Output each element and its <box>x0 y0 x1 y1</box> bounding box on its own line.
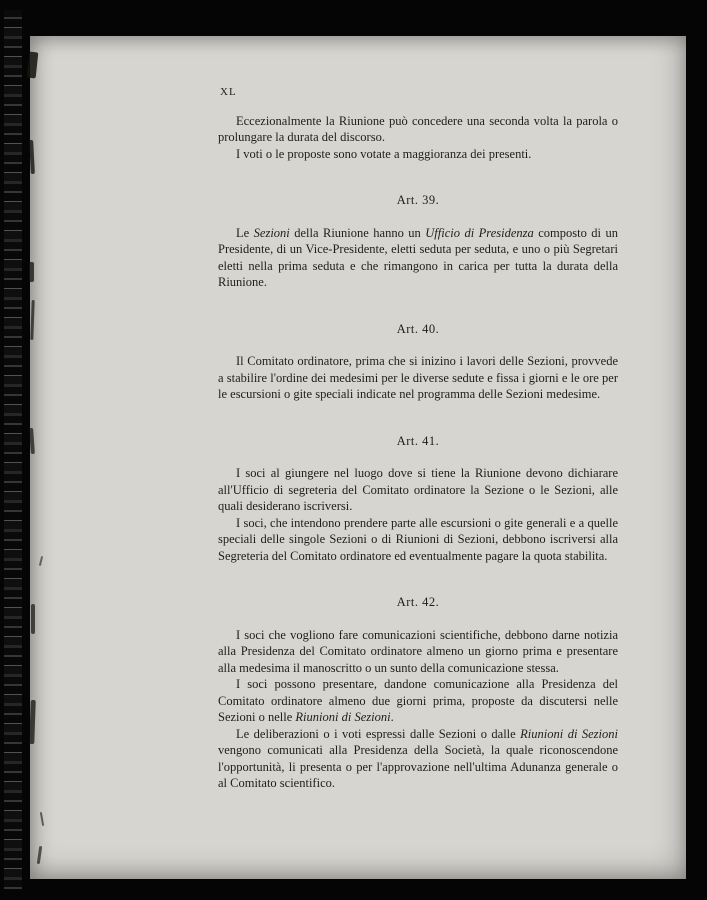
content-blocks <box>218 113 618 792</box>
scan-artifact <box>29 262 34 282</box>
paragraph: Eccezionalmente la Riunione può concedere una seconda volta la parola o prolungare la durata del discorso. <box>218 113 618 144</box>
scanned-page <box>30 36 686 879</box>
paragraph: Il Comitato ordinatore, prima che si inizino i lavori delle Sezioni, provvede a stabilire l'ordine dei medesimi per le diverse sedute e fissa i giorni e le ore per le escursioni o gite speciali indicate nel programma delle Sezioni medesime. <box>218 354 618 401</box>
paragraph: I soci al giungere nel luogo dove si tiene la Riunione devono dichiarare all'Ufficio di segreteria del Comitato ordinatore la Sezione o le Sezioni, alle quali desiderano iscriversi. <box>218 466 618 513</box>
text-column <box>218 84 618 792</box>
article-heading: Art. 41. <box>396 433 440 448</box>
article-heading: Art. 42. <box>396 595 440 609</box>
paragraph: I voti o le proposte sono votate a maggioranza dei presenti. <box>236 146 532 161</box>
film-edge-noise <box>4 10 22 890</box>
paragraph: Le deliberazioni o i voti espressi dalle Sezioni o dalle Riunioni di Sezioni vengono comunicati alla Presidenza della Società, la quale riconoscendone l'opportunità, li presenta o per l'approvazione nell'ultima Adunanza generale o al Comitato scientifico. <box>218 726 618 790</box>
article-heading: Art. 40. <box>396 321 440 336</box>
page-number: XL <box>220 86 237 98</box>
scan-artifact <box>31 604 35 634</box>
article-heading: Art. 39. <box>396 193 440 207</box>
paragraph: Le Sezioni della Riunione hanno un Ufficio di Presidenza composto di un Presidente, di un Vice-Presidente, eletti seduta per seduta, e uno o più Segretari eletti nella prima seduta e che rimangono in carica per tutta la durata della Riunione. <box>218 225 618 289</box>
paragraph: I soci, che intendono prendere parte alle escursioni o gite generali e a quelle speciali delle singole Sezioni o di Riunioni di Sezioni, debbono iscriversi alla Segreteria del Comitato ordinatore ed eventualmente pagare la quota stabilita. <box>218 515 618 563</box>
paragraph: I soci possono presentare, dandone comunicazione alla Presidenza del Comitato ordinatore almeno due giorni prima, proposte da discutersi nelle Sezioni o nelle Riunioni di Sezioni. <box>218 677 618 724</box>
paragraph: I soci che vogliono fare comunicazioni scientifiche, debbono darne notizia alla Presidenza del Comitato ordinatore almeno un giorno prima e presentare alla medesima il manoscritto o un sunto della comunicazione stessa. <box>218 627 618 675</box>
